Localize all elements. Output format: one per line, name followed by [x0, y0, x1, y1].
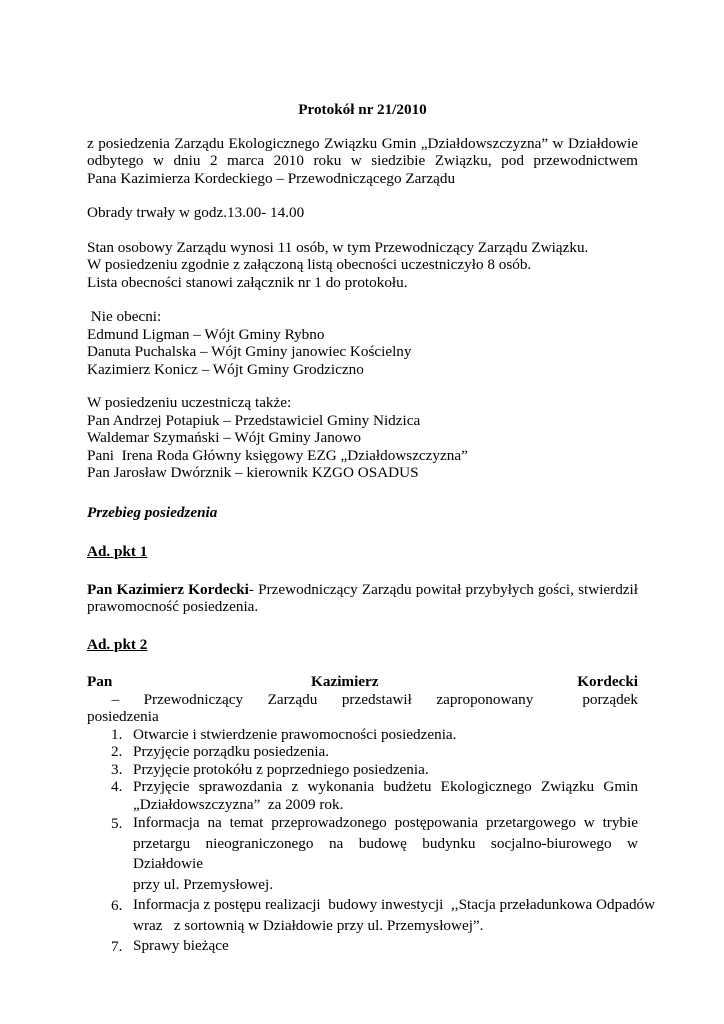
agenda-item — [87, 778, 638, 813]
agenda-item — [87, 813, 638, 895]
agenda-text: Informacja z postępu realizacji budowy inwestycji ,,Stacja przeładunkowa Odpadów — [133, 896, 656, 913]
agenda-list — [87, 725, 656, 957]
meeting-hours: Obrady trwały w godz.13.00- 14.00 — [87, 204, 305, 221]
agenda-text: „Działdowszczyzna” za 2009 rok. — [133, 795, 344, 813]
agenda-number: 6. — [111, 897, 123, 914]
composition-line: W posiedzeniu zgodnie z załączoną listą obecności uczestniczyło 8 osób. — [87, 256, 532, 273]
guest-item: Pan Jarosław Dwórznik – kierownik KZGO OSADUS — [87, 464, 419, 481]
agenda-text: przy ul. Przemysłowej. — [133, 875, 274, 893]
absent-heading: Nie obecni: — [87, 308, 162, 325]
point1-text: - Przewodniczący Zarządu powitał przybyłych gości, stwierdził — [248, 580, 638, 598]
composition-line: Stan osobowy Zarządu wynosi 11 osób, w tym Przewodniczący Zarządu Związku. — [87, 238, 589, 256]
point2-line — [87, 673, 638, 708]
agenda-text: Sprawy bieżące — [133, 937, 229, 954]
composition-paragraph — [87, 239, 638, 292]
absent-item: Kazimierz Konicz – Wójt Gminy Grodziczno — [87, 360, 364, 378]
guests-heading: W posiedzeniu uczestniczą także: — [87, 394, 292, 411]
guest-item: Pan Andrzej Potapiuk – Przedstawiciel Gminy Nidzica — [87, 411, 421, 429]
agenda-text: Informacja na temat przeprowadzonego postępowania przetargowego w trybie — [133, 814, 638, 831]
intro-paragraph — [87, 135, 638, 188]
point2-speaker: Pan Kazimierz Kordecki — [87, 673, 638, 690]
agenda-number: 4. — [111, 778, 123, 795]
point2-text: – Przewodniczący Zarządu przedstawił zaproponowany porządek — [87, 690, 638, 708]
agenda-item — [87, 936, 638, 957]
absent-item: Danuta Puchalska – Wójt Gminy janowiec Kościelny — [87, 343, 412, 360]
agenda-item — [87, 726, 638, 744]
agenda-text: Przyjęcie sprawozdania z wykonania budżetu Ekologicznego Związku Gmin — [133, 778, 638, 795]
intro-line: z posiedzenia Zarządu Ekologicznego Związku Gmin „Działdowszczyzna” w Działdowie — [87, 134, 638, 152]
point2-heading: Ad. pkt 2 — [87, 635, 148, 653]
point2-line: posiedzenia — [87, 708, 159, 725]
agenda-text: przetargu nieograniczonego na budowę budynku socjalno-biurowego w Działdowie — [133, 834, 638, 872]
guest-item: Pani Irena Roda Główny księgowy EZG „Działdowszczyzna” — [87, 446, 468, 464]
composition-line: Lista obecności stanowi załącznik nr 1 do protokołu. — [87, 273, 408, 291]
intro-line: odbytego w dniu 2 marca 2010 roku w siedzibie Związku, pod przewodnictwem — [87, 152, 638, 169]
agenda-text: Przyjęcie protokółu z poprzedniego posiedzenia. — [133, 760, 429, 778]
intro-line: Pana Kazimierza Kordeckiego – Przewodniczącego Zarządu — [87, 169, 456, 187]
point1-speaker: Pan Kazimierz Kordecki — [87, 580, 249, 598]
point1-line — [87, 581, 638, 599]
agenda-text: wraz z sortownią w Działdowie przy ul. Przemysłowej”. — [133, 916, 484, 934]
agenda-number: 3. — [111, 760, 123, 778]
absent-section — [87, 308, 638, 378]
agenda-item — [87, 761, 638, 779]
point2-paragraph — [87, 673, 638, 726]
agenda-number: 5. — [111, 815, 123, 832]
agenda-item — [87, 743, 638, 761]
proceedings-heading: Przebieg posiedzenia — [87, 503, 218, 521]
document-page — [87, 101, 656, 957]
absent-item: Edmund Ligman – Wójt Gminy Rybno — [87, 325, 325, 343]
agenda-text: Przyjęcie porządku posiedzenia. — [133, 743, 330, 760]
point1-line: prawomocność posiedzenia. — [87, 598, 259, 615]
agenda-item — [87, 895, 656, 936]
agenda-number: 7. — [111, 938, 123, 955]
guests-section — [87, 394, 638, 482]
point1-paragraph — [87, 581, 638, 616]
point1-heading: Ad. pkt 1 — [87, 543, 148, 560]
agenda-text: Otwarcie i stwierdzenie prawomocności posiedzenia. — [133, 725, 457, 743]
agenda-number: 1. — [111, 725, 123, 743]
guest-item: Waldemar Szymański – Wójt Gminy Janowo — [87, 429, 361, 446]
document-title: Protokół nr 21/2010 — [298, 101, 427, 118]
agenda-number: 2. — [111, 743, 123, 760]
